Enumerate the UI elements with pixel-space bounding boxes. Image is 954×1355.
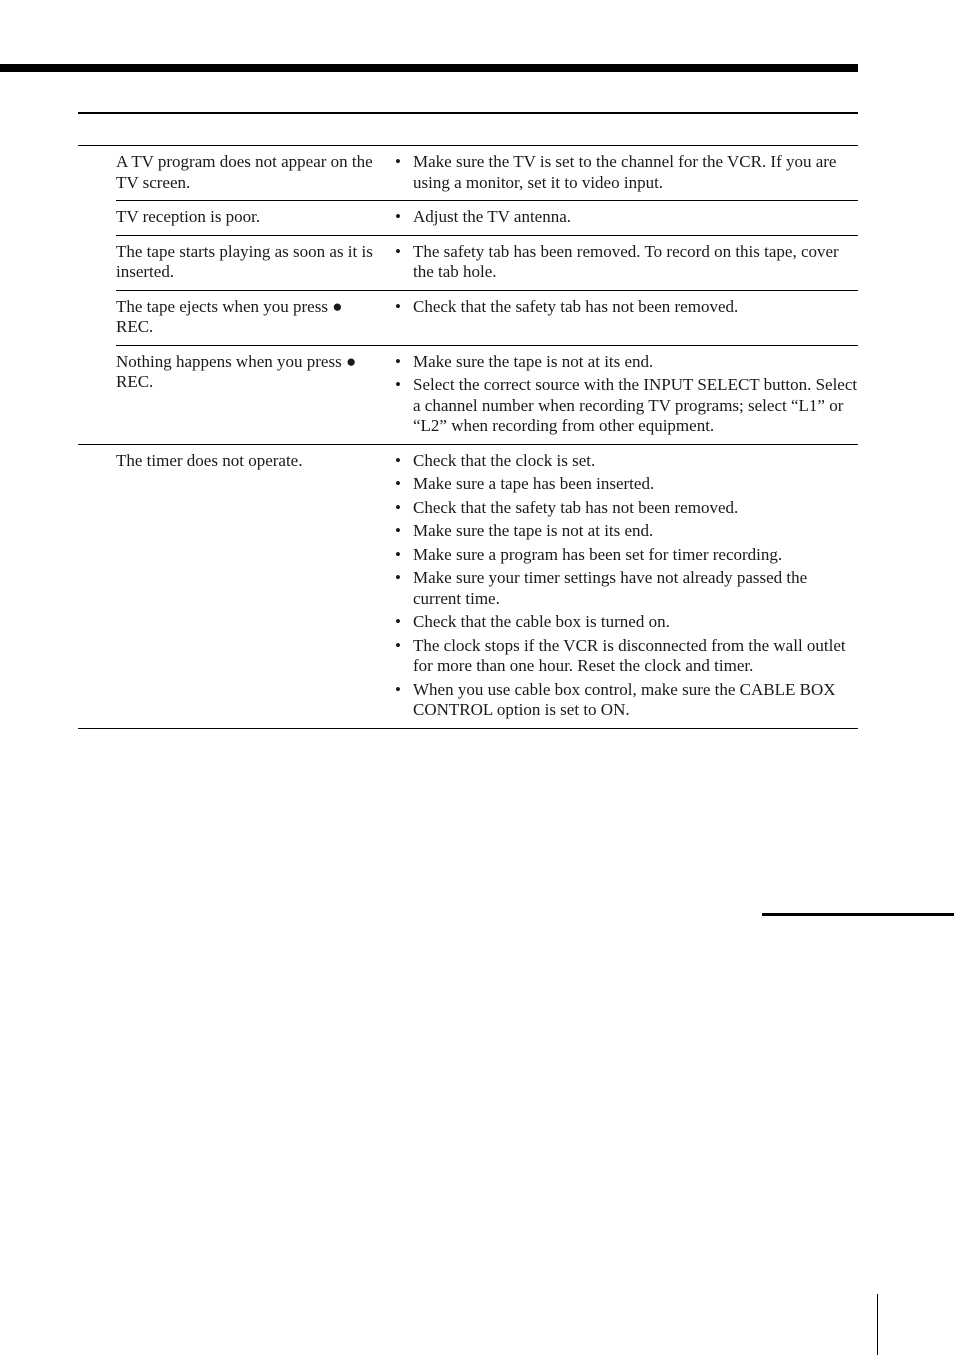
remedy-list — [393, 201, 858, 235]
symptom-cell: The timer does not operate. — [116, 450, 303, 470]
remedy-item: • Make sure a tape has been inserted. — [393, 474, 858, 495]
remedy-list — [393, 445, 858, 728]
remedy-item: • Check that the safety tab has not been removed. — [393, 297, 858, 318]
symptom-cell: A TV program does not appear on the TV screen. — [116, 152, 373, 192]
remedy-item: • The safety tab has been removed. To record on this tape, cover the tab hole. — [393, 242, 858, 283]
remedy-item: • Select the correct source with the INPUT SELECT button. Select a channel number when recording TV programs; select “L1” or “L2” when recording from other equipment. — [393, 375, 858, 437]
remedy-list — [393, 146, 858, 200]
remedy-item: • The clock stops if the VCR is disconnected from the wall outlet for more than one hour. Reset the clock and timer. — [393, 636, 858, 677]
symptom-cell: The tape starts playing as soon as it is inserted. — [116, 241, 373, 281]
side-tab-rule — [762, 913, 954, 916]
remedy-list — [393, 291, 858, 345]
table-row — [116, 235, 858, 290]
table-row — [116, 290, 858, 345]
remedy-item: • Check that the safety tab has not been removed. — [393, 498, 858, 519]
troubleshooting-table — [78, 145, 858, 729]
remedy-item: • When you use cable box control, make sure the CABLE BOX CONTROL option is set to ON. — [393, 680, 858, 721]
table-row — [78, 444, 858, 729]
remedy-item: • Make sure a program has been set for timer recording. — [393, 545, 858, 566]
symptom-cell: TV reception is poor. — [116, 207, 261, 226]
table-row — [116, 345, 858, 444]
remedy-item: • Make sure the tape is not at its end. — [393, 521, 858, 542]
symptom-cell: Nothing happens when you press ● REC. — [116, 351, 357, 391]
symptom-cell: The tape ejects when you press ● REC. — [116, 296, 343, 336]
remedy-list — [393, 236, 858, 290]
remedy-item: • Make sure your timer settings have not already passed the current time. — [393, 568, 858, 609]
remedy-item: • Check that the clock is set. — [393, 451, 858, 472]
table-row — [116, 200, 858, 235]
remedy-list — [393, 346, 858, 444]
remedy-item: • Check that the cable box is turned on. — [393, 612, 858, 633]
remedy-item: • Make sure the tape is not at its end. — [393, 352, 858, 373]
remedy-item: • Make sure the TV is set to the channel for the VCR. If you are using a monitor, set it to video input. — [393, 152, 858, 193]
table-row — [78, 145, 858, 200]
page-edge-line — [877, 1294, 878, 1355]
top-header-bar — [0, 64, 858, 72]
remedy-item: • Adjust the TV antenna. — [393, 207, 858, 228]
header-rule — [78, 112, 858, 114]
